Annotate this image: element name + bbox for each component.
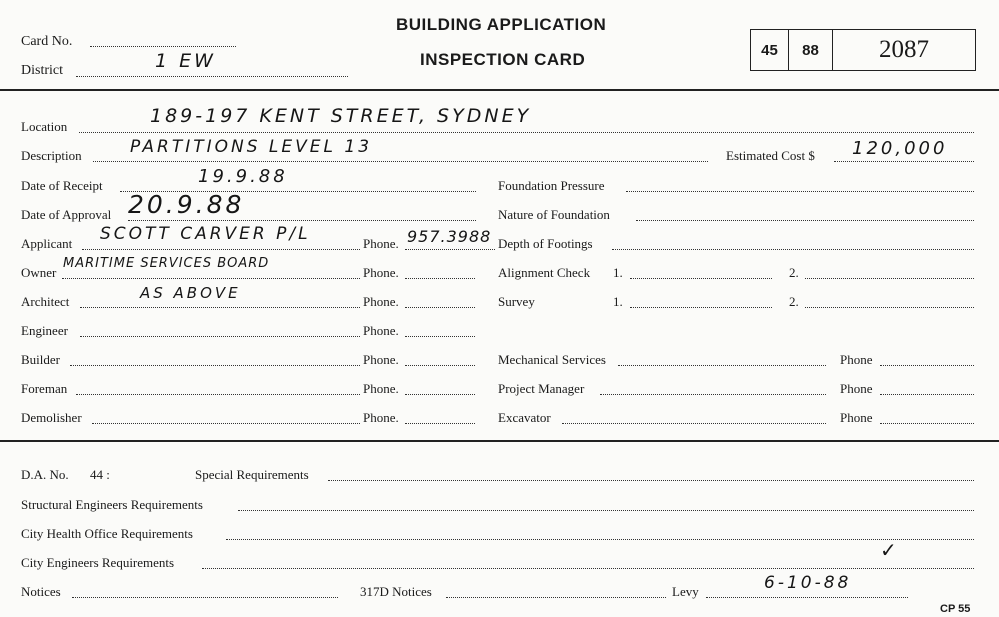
health-requirements-label: City Health Office Requirements xyxy=(21,526,193,541)
location-field[interactable] xyxy=(79,132,974,133)
checkmark-icon: ✓ xyxy=(880,538,900,562)
nature-of-foundation-label: Nature of Foundation xyxy=(498,207,610,222)
da-no-value: 44 : xyxy=(90,467,110,482)
engineer-label: Engineer xyxy=(21,323,68,338)
alignment-check-2-label: 2. xyxy=(789,265,799,280)
estimated-cost-value: 120,000 xyxy=(852,138,948,159)
applicant-phone-field[interactable] xyxy=(405,249,495,250)
engineer-phone-label: Phone. xyxy=(363,323,399,338)
architect-phone-label: Phone. xyxy=(363,294,399,309)
excavator-field[interactable] xyxy=(562,423,826,424)
foreman-phone-label: Phone. xyxy=(363,381,399,396)
applicant-phone-value: 957.3988 xyxy=(407,227,492,246)
description-label: Description xyxy=(21,148,82,163)
levy-label: Levy xyxy=(672,584,699,599)
location-value: 189-197 KENT STREET, SYDNEY xyxy=(150,105,532,127)
foreman-label: Foreman xyxy=(21,381,68,396)
project-manager-phone-field[interactable] xyxy=(880,394,974,395)
owner-value: MARITIME SERVICES BOARD xyxy=(63,256,270,271)
title-line2: INSPECTION CARD xyxy=(420,50,586,69)
survey-2-label: 2. xyxy=(789,294,799,309)
survey-label: Survey xyxy=(498,294,535,309)
survey-2-field[interactable] xyxy=(805,307,974,308)
builder-phone-field[interactable] xyxy=(405,365,475,366)
structural-requirements-label: Structural Engineers Requirements xyxy=(21,497,203,512)
mechanical-services-label: Mechanical Services xyxy=(498,352,606,367)
notices-317d-label: 317D Notices xyxy=(360,584,432,599)
owner-phone-label: Phone. xyxy=(363,265,399,280)
date-of-approval-field[interactable] xyxy=(128,220,476,221)
survey-1-field[interactable] xyxy=(630,307,772,308)
applicant-label: Applicant xyxy=(21,236,73,251)
notices-field[interactable] xyxy=(72,597,338,598)
city-engineers-requirements-label: City Engineers Requirements xyxy=(21,555,175,570)
ref-box-1: 45 xyxy=(761,41,778,59)
project-manager-phone-label: Phone xyxy=(840,381,873,396)
special-requirements-field[interactable] xyxy=(328,480,974,481)
location-label: Location xyxy=(21,119,68,134)
foreman-phone-field[interactable] xyxy=(405,394,475,395)
builder-field[interactable] xyxy=(70,365,360,366)
excavator-phone-field[interactable] xyxy=(880,423,974,424)
card-no-label: Card No. xyxy=(21,34,73,49)
structural-requirements-field[interactable] xyxy=(238,510,974,511)
alignment-check-1-label: 1. xyxy=(613,265,623,280)
demolisher-field[interactable] xyxy=(92,423,360,424)
survey-1-label: 1. xyxy=(613,294,623,309)
architect-value: AS ABOVE xyxy=(140,284,241,302)
district-field[interactable] xyxy=(76,76,348,77)
special-requirements-label: Special Requirements xyxy=(195,467,309,482)
date-of-receipt-value: 19.9.88 xyxy=(198,166,288,187)
applicant-field[interactable] xyxy=(82,249,360,250)
ref-box-2: 88 xyxy=(788,30,832,70)
architect-label: Architect xyxy=(21,294,70,309)
excavator-label: Excavator xyxy=(498,410,551,425)
depth-of-footings-field[interactable] xyxy=(612,249,974,250)
nature-of-foundation-field[interactable] xyxy=(636,220,974,221)
foundation-pressure-field[interactable] xyxy=(626,191,974,192)
levy-value: 6-10-88 xyxy=(764,573,852,593)
da-no-label: D.A. No. xyxy=(21,467,69,482)
applicant-phone-label: Phone. xyxy=(363,236,399,251)
form-code: CP 55 xyxy=(940,603,971,615)
project-manager-field[interactable] xyxy=(600,394,826,395)
demolisher-phone-label: Phone. xyxy=(363,410,399,425)
owner-phone-field[interactable] xyxy=(405,278,475,279)
owner-field[interactable] xyxy=(62,278,360,279)
description-value: PARTITIONS LEVEL 13 xyxy=(130,137,373,157)
alignment-check-2-field[interactable] xyxy=(805,278,974,279)
header-divider xyxy=(0,89,999,91)
notices-317d-field[interactable] xyxy=(446,597,666,598)
date-of-approval-value: 20.9.88 xyxy=(128,190,245,219)
mechanical-services-field[interactable] xyxy=(618,365,826,366)
owner-label: Owner xyxy=(21,265,57,280)
date-of-approval-label: Date of Approval xyxy=(21,207,112,222)
card-no-field[interactable] xyxy=(90,46,236,47)
excavator-phone-label: Phone xyxy=(840,410,873,425)
notices-label: Notices xyxy=(21,584,61,599)
description-field[interactable] xyxy=(93,161,708,162)
foundation-pressure-label: Foundation Pressure xyxy=(498,178,605,193)
health-requirements-field[interactable] xyxy=(226,539,974,540)
levy-field[interactable] xyxy=(706,597,908,598)
demolisher-label: Demolisher xyxy=(21,410,82,425)
builder-phone-label: Phone. xyxy=(363,352,399,367)
builder-label: Builder xyxy=(21,352,60,367)
architect-field[interactable] xyxy=(80,307,360,308)
project-manager-label: Project Manager xyxy=(498,381,585,396)
date-of-receipt-label: Date of Receipt xyxy=(21,178,103,193)
depth-of-footings-label: Depth of Footings xyxy=(498,236,593,251)
alignment-check-1-field[interactable] xyxy=(630,278,772,279)
estimated-cost-field[interactable] xyxy=(834,161,974,162)
requirements-divider xyxy=(0,440,999,442)
city-engineers-requirements-field[interactable] xyxy=(202,568,974,569)
reference-boxes xyxy=(750,29,976,71)
engineer-field[interactable] xyxy=(80,336,360,337)
mechanical-services-phone-label: Phone xyxy=(840,352,873,367)
title-line1: BUILDING APPLICATION xyxy=(396,15,607,34)
demolisher-phone-field[interactable] xyxy=(405,423,475,424)
alignment-check-label: Alignment Check xyxy=(498,265,591,280)
mechanical-services-phone-field[interactable] xyxy=(880,365,974,366)
estimated-cost-label: Estimated Cost $ xyxy=(726,148,815,163)
architect-phone-field[interactable] xyxy=(405,307,475,308)
engineer-phone-field[interactable] xyxy=(405,336,475,337)
district-value: 1 EW xyxy=(155,50,216,72)
ref-box-3: 2087 xyxy=(832,30,975,70)
district-label: District xyxy=(21,63,63,78)
applicant-value: SCOTT CARVER P/L xyxy=(100,224,311,244)
foreman-field[interactable] xyxy=(76,394,360,395)
